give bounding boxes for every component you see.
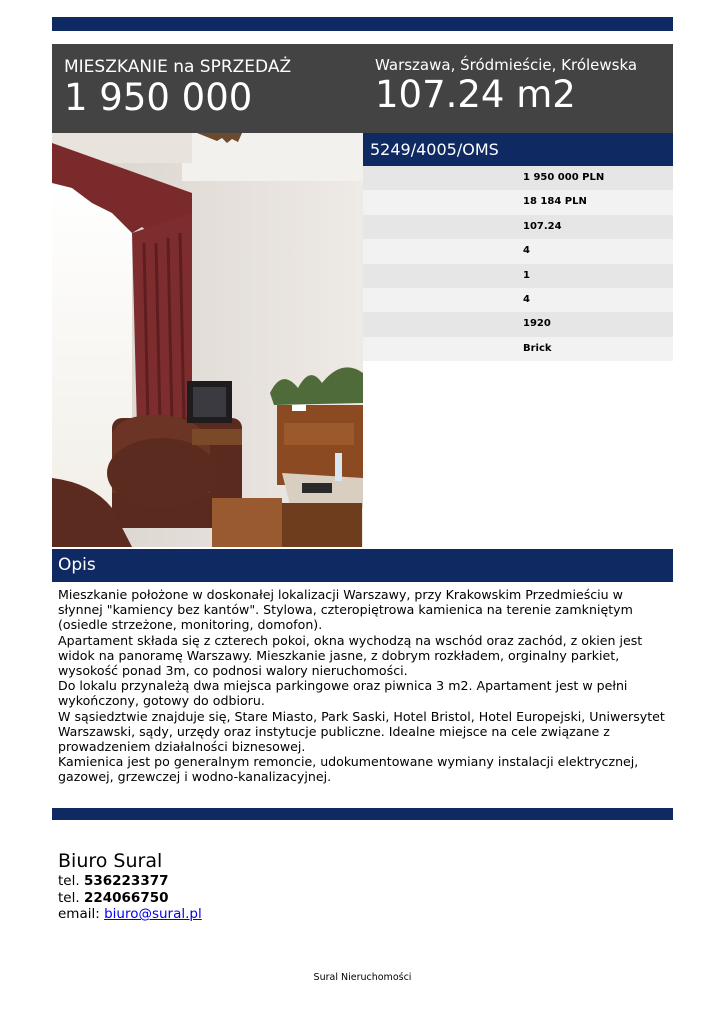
detail-value: 4	[523, 293, 530, 305]
phone-label: tel.	[58, 873, 80, 889]
detail-value: 1	[523, 269, 530, 281]
description-header	[52, 549, 673, 582]
description-paragraph: Kamienica jest po generalnym remoncie, udokumentowane wymiany instalacji elektrycznej, gazowej, grzewczej i wodno-kanalizacyjnej.	[58, 754, 639, 785]
detail-row	[363, 288, 673, 312]
phone-line	[58, 890, 202, 907]
description-paragraph: Mieszkanie położone w doskonałej lokalizacji Warszawy, przy Krakowskim Przedmieściu w słynnej "kamiency bez kantów". Stylowa, czteropiętrowa kamienica na terenie zamkniętym (osiedle strzeżone, monitoring, domofon).	[58, 587, 633, 633]
detail-row	[363, 190, 673, 214]
detail-row	[363, 264, 673, 288]
detail-value: 107.24	[523, 220, 562, 232]
property-photo	[52, 133, 363, 547]
phone-number: 224066750	[83, 889, 169, 906]
listing-header	[52, 44, 673, 133]
bottom-accent-bar	[52, 808, 673, 820]
phone-number: 536223377	[83, 873, 169, 889]
detail-value: Brick	[523, 342, 552, 354]
description-text	[58, 587, 670, 785]
detail-value: 1920	[523, 318, 551, 330]
top-accent-bar	[52, 17, 673, 31]
description-paragraph: Do lokalu przynależą dwa miejsca parkingowe oraz piwnica 3 m2. Apartament jest w pełni wykończony, gotowy do odbioru.	[58, 678, 628, 709]
email-label: email:	[58, 906, 100, 922]
detail-row	[363, 337, 673, 361]
email-link[interactable]: biuro@sural.pl	[104, 906, 202, 922]
reference-code: 5249/4005/OMS	[370, 140, 499, 159]
detail-value: 1 950 000 PLN	[523, 172, 605, 183]
description-paragraph: W sąsiedztwie znajduje się, Stare Miasto, Park Saski, Hotel Bristol, Hotel Europejski, Uniwersytet Warszawski, sądy, urzędy oraz instytucje publiczne. Idealne miejsce na cele związane z prowadzeniem działalności biznesowej.	[58, 708, 665, 755]
offer-type: MIESZKANIE na SPRZEDAŻ	[64, 57, 292, 77]
detail-row	[363, 166, 673, 190]
phone-line	[58, 873, 202, 890]
footer-text: Sural Nieruchomości	[313, 972, 412, 983]
price-headline: 1 950 000	[64, 76, 253, 119]
detail-value: 4	[523, 245, 530, 257]
details-table	[363, 166, 673, 361]
description-title: Opis	[58, 555, 96, 575]
detail-row	[363, 239, 673, 263]
description-paragraph: Apartament składa się z czterech pokoi, okna wychodzą na wschód oraz zachód, z okien jest widok na panoramę Warszawy. Mieszkanie jasne, z dobrym rozkładem, orginalny parkiet, wysokość ponad 3m, co podnosi walory nieruchomości.	[58, 632, 643, 679]
agency-name: Biuro Sural	[58, 850, 163, 872]
detail-row	[363, 312, 673, 336]
location: Warszawa, Śródmieście, Królewska	[375, 56, 638, 74]
area-headline: 107.24 m2	[375, 73, 576, 116]
email-line	[58, 906, 202, 923]
detail-row	[363, 215, 673, 239]
detail-value: 18 184 PLN	[523, 196, 587, 208]
reference-bar	[363, 133, 673, 166]
contact-block	[58, 850, 202, 923]
phone-label: tel.	[58, 889, 80, 906]
